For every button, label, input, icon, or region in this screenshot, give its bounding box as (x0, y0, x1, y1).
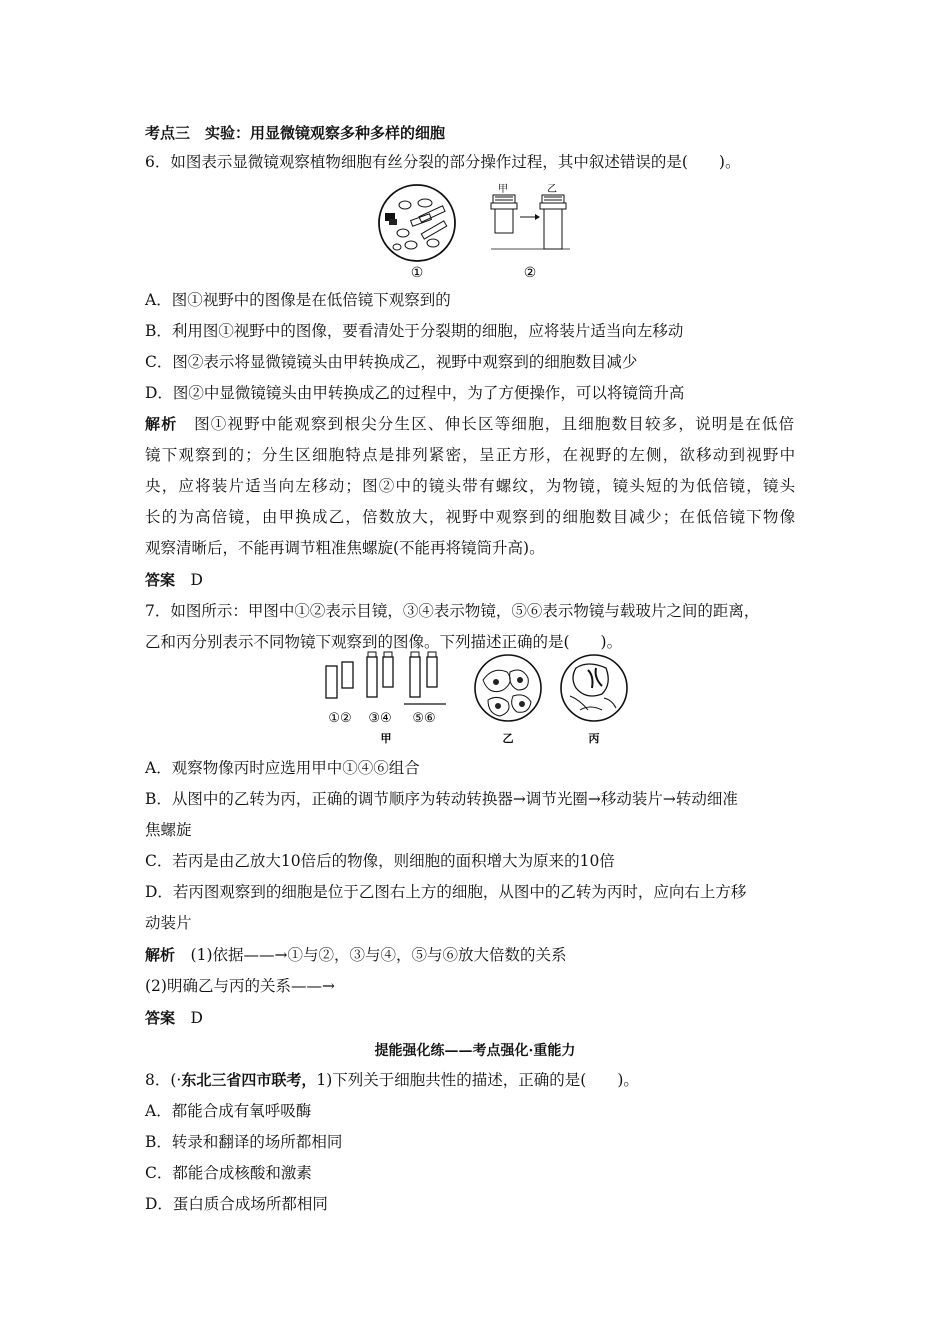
q8-source: 东北三省四市联考， (181, 1071, 317, 1089)
q7-stem-2: 乙和丙分别表示不同物镜下观察到的图像。下列描述正确的是( )。 (145, 633, 623, 651)
q6-stem: 6．如图表示显微镜观察植物细胞有丝分裂的部分操作过程，其中叙述错误的是( )。 (145, 153, 741, 171)
q7-option-c: C．若丙是由乙放大10倍后的物像，则细胞的面积增大为原来的10倍 (145, 852, 615, 870)
practice-heading: 提能强化练——考点强化·重能力 (374, 1043, 576, 1059)
q6-fig-label-1: ① (410, 265, 424, 281)
q6-figure (375, 183, 575, 283)
q6-analysis-1: 解析 图①视野中能观察到根尖分生区、伸长区等细胞，且细胞数目较多，说明是在低倍 (145, 415, 796, 433)
q7-fig-label-bing: 丙 (588, 732, 600, 745)
q7-fig-nums-34: ③④ (368, 711, 392, 726)
q7-analysis-2: (2)明确乙与丙的关系——→ (145, 977, 335, 995)
q7-lens-set (326, 652, 446, 704)
q7-fig-nums-12: ①② (328, 711, 352, 726)
q6-option-d: D．图②中显微镜镜头由甲转换成乙的过程中，为了方便操作，可以将镜筒升高 (145, 384, 685, 402)
q6-fig-label-2: ② (523, 265, 537, 281)
q7-option-a: A．观察物像丙时应选用甲中①④⑥组合 (145, 759, 420, 777)
q8-option-a: A．都能合成有氧呼吸酶 (145, 1102, 312, 1120)
q7-answer-label: 答案 (145, 1009, 176, 1027)
q7-answer (145, 1008, 203, 1028)
q7-answer-value: D (190, 1009, 203, 1027)
q8-option-d: D．蛋白质合成场所都相同 (145, 1195, 328, 1213)
q6-option-c: C．图②表示将显微镜镜头由甲转换成乙，视野中观察到的细胞数目减少 (145, 353, 638, 371)
q7-fig-nums-56: ⑤⑥ (412, 711, 436, 726)
q7-analysis-1: 解析 (1)依据——→①与②，③与④，⑤与⑥放大倍数的关系 (145, 946, 567, 964)
q6-option-a: A．图①视野中的图像是在低倍镜下观察到的 (145, 291, 451, 309)
q6-analysis-2: 镜下观察到的；分生区细胞特点是排列紧密，呈正方形，在视野的左侧，欲移动到视野中 (145, 446, 797, 464)
q7-fig-label-jia: 甲 (380, 732, 392, 745)
q6-analysis-label: 解析 (145, 415, 178, 433)
q7-figure (318, 648, 638, 748)
q7-analysis-label: 解析 (145, 946, 176, 964)
q6-answer-label: 答案 (145, 571, 176, 589)
q6-fig-label-jia: 甲 (498, 184, 508, 195)
q7-option-d-cont: 动装片 (145, 914, 192, 932)
q6-microscope-field (379, 185, 455, 261)
q6-analysis-4: 长的为高倍镜，由甲换成乙，倍数放大，视野中观察到的细胞数目减少；在低倍镜下物像 (145, 508, 797, 526)
q6-analysis-3: 央，应将装片适当向左移动；图②中的镜头带有螺纹，为物镜，镜头短的为低倍镜，镜头 (145, 477, 797, 495)
q7-option-b-cont: 焦螺旋 (145, 821, 192, 839)
q7-field-yi (475, 655, 541, 721)
q6-analysis-5: 观察清晰后，不能再调节粗准焦螺旋(不能再将镜筒升高)。 (145, 539, 545, 557)
q6-answer (145, 570, 203, 590)
q7-field-bing (561, 655, 627, 721)
q8-option-c: C．都能合成核酸和激素 (145, 1164, 312, 1182)
q6-fig-label-yi: 乙 (547, 184, 557, 195)
q7-option-d: D．若丙图观察到的细胞是位于乙图右上方的细胞，从图中的乙转为丙时，应向右上方移 (145, 883, 747, 901)
q6-option-b: B．利用图①视野中的图像，要看清处于分裂期的细胞，应将装片适当向左移动 (145, 322, 684, 340)
q6-answer-value: D (190, 571, 203, 589)
q7-stem-1: 7．如图所示：甲图中①②表示目镜，③④表示物镜，⑤⑥表示物镜与载玻片之间的距离， (145, 602, 760, 620)
section-title: 考点三 实验：用显微镜观察多种多样的细胞 (145, 124, 446, 142)
q8-stem: 8．(·东北三省四市联考，1)下列关于细胞共性的描述，正确的是( )。 (145, 1071, 639, 1089)
q8-option-b: B．转录和翻译的场所都相同 (145, 1133, 343, 1151)
q7-option-b: B．从图中的乙转为丙，正确的调节顺序为转动转换器→调节光圈→移动装片→转动细准 (145, 790, 738, 808)
q6-lens-diagram (491, 183, 570, 249)
q7-fig-label-yi: 乙 (502, 732, 514, 745)
